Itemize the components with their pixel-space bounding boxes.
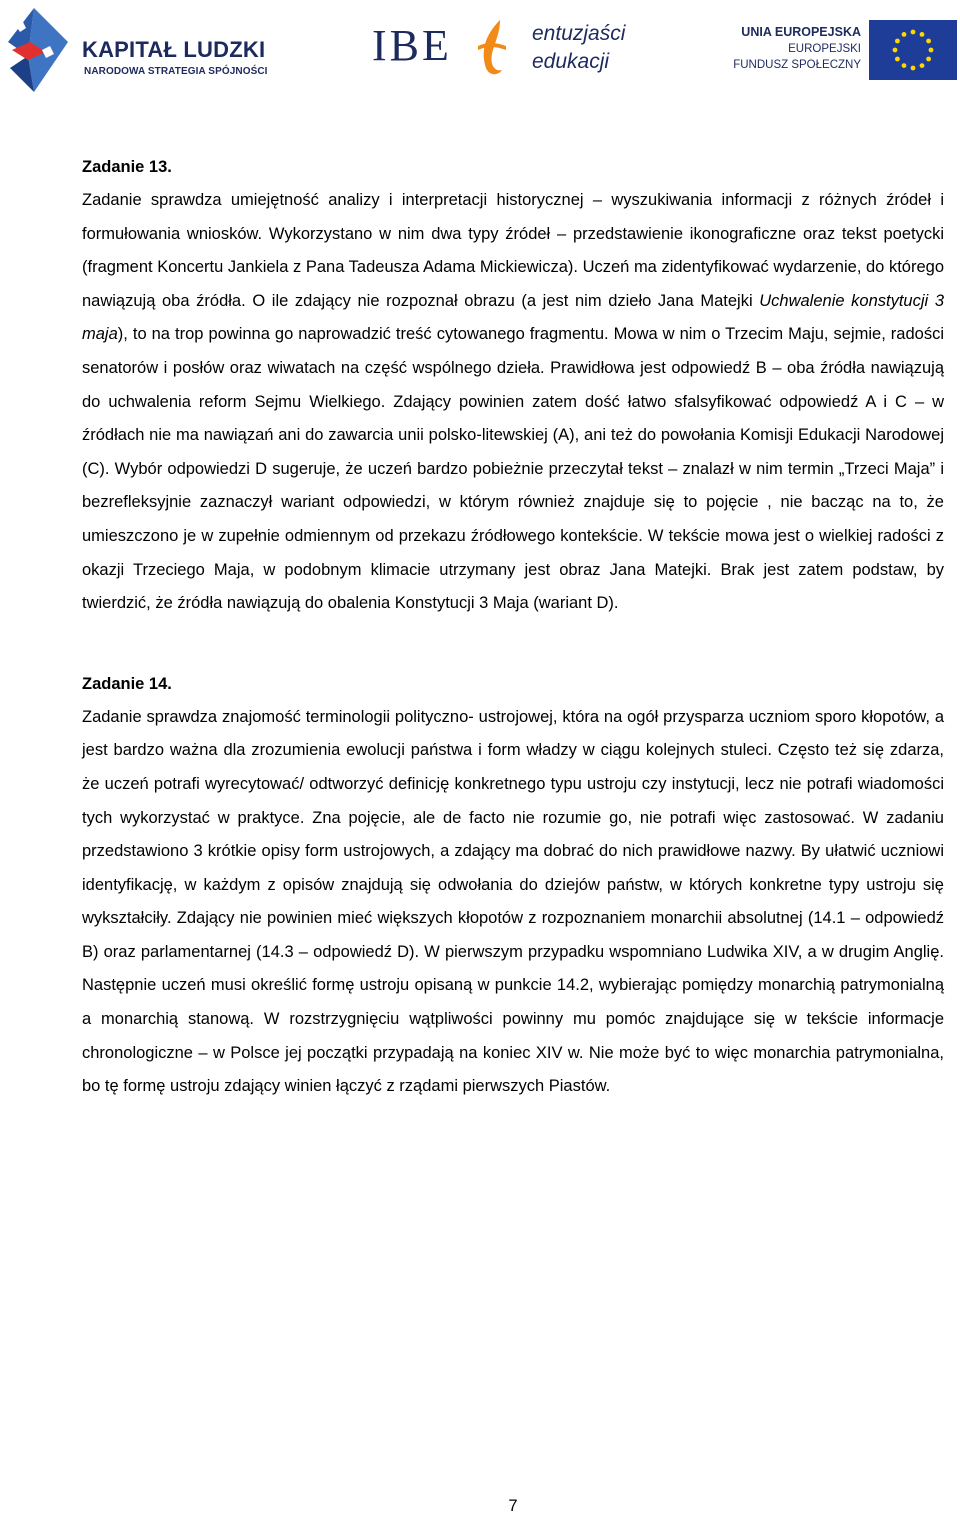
painting-title: Uchwalenie konstytucji 3 maja [82, 291, 944, 344]
task-13-text-start: Zadanie sprawdza umiejętność analizy i interpretacji historycznej – wyszukiwania informacji z różnych źródeł i formułowania wniosków. Wykorzystano w nim dwa typy źródeł – przedstawienie ikonograficzne oraz tekst poetycki (fragment Koncertu Jankiela z Pana Tadeusza Adama Mickiewicza). Uczeń ma zidentyfikować wydarzenie, do którego nawiązują oba źródła. O ile zdający nie rozpoznał obrazu (a jest nim dzieło Jana Matejki [82, 191, 944, 310]
page-header [0, 0, 960, 100]
page-content [82, 150, 944, 1104]
eu-flag-icon [869, 20, 957, 80]
ibe-flame-icon [472, 16, 512, 78]
eu-fund-line2: FUNDUSZ SPOŁECZNY [733, 59, 861, 71]
page-number: 7 [508, 1497, 518, 1515]
kapital-ludzki-title: KAPITAŁ LUDZKI [82, 37, 266, 62]
eu-logo [735, 10, 957, 88]
eu-fund-line1: EUROPEJSKI [788, 43, 861, 55]
kapital-ludzki-subtitle: NARODOWA STRATEGIA SPÓJNOŚCI [84, 66, 268, 77]
kapital-ludzki-star-icon [6, 6, 76, 94]
task-14-heading: Zadanie 14. [82, 674, 172, 693]
task-14-paragraph: Zadanie sprawdza znajomość terminologii polityczno- ustrojowej, która na ogół przysparza uczniom sporo kłopotów, a jest bardzo ważna dla zrozumienia ewolucji państwa i form władzy w ciągu kolejnych stuleci. Często też się zdarza, że uczeń potrafi wyrecytować/ odtworzyć definicję konkretnego typu ustroju czy instytucji, lecz nie potrafi wiadomości tych wykorzystać w praktyce. Zna pojęcie, ale de facto nie rozumie go, nie potrafi więc zastosować. W zadaniu przedstawiono 3 krótkie opisy form ustrojowych, a zdający ma dobrać do nich prawidłowe nazwy. By ułatwić uczniowi identyfikację, w każdym z opisów znajdują się odwołania do dziejów państw, w których konkretne typy ustroju się wykształciły. Zdający nie powinien mieć większych kłopotów z rozpoznaniem monarchii absolutnej (14.1 – odpowiedź B) oraz parlamentarnej (14.3 – odpowiedź D). W pierwszym przypadku wspomniano Ludwika XIV, a w drugim Anglię. Następnie uczeń musi określić formę ustroju opisaną w punkcie 14.2, wybierając pomiędzy monarchią patrymonialną a monarchią stanową. W rozstrzygnięciu wątpliwości powinny mu pomóc znajdujące się w tekście informacje chronologiczne – w Polsce jej początki przypadają na koniec XIV w. Nie może być to więc monarchia patrymonialna, bo tę formę ustroju zdający winien łączyć z rządami pierwszych Piastów. [82, 707, 944, 1096]
task-13-text-end: ), to na trop powinna go naprowadzić treść cytowanego fragmentu. Mowa w nim o Trzecim Maju, sejmie, radości senatorów i posłów oraz wiwatach na część wspólnego dzieła. Prawidłowa jest odpowiedź B – oba źródła nawiązują do uchwalenia reform Sejmu Wielkiego. Zdający powinien zatem dość łatwo sfalsyfikować odpowiedź A i C – w źródłach nie ma nawiązań ani do zawarcia unii polsko-litewskiej (A), ani też do powołania Komisji Edukacji Narodowej (C). Wybór odpowiedzi D sugeruje, że uczeń bardzo pobieżnie przeczytał tekst – znalazł w nim termin „Trzeci Maja” i bezrefleksyjnie zaznaczył wariant odpowiedzi, w którym również znajduje się to pojęcie , nie bacząc na to, że umieszczono je w zupełnie odmiennym od przekazu źródłowego kontekście. W tekście mowa jest o wielkiej radości z okazji Trzeciego Maja, w podobnym klimacie utrzymany jest obraz Jana Matejki. Brak jest zatem podstaw, by twierdzić, że źródła nawiązują do obalenia Konstytucji 3 Maja (wariant D). [82, 325, 944, 613]
eu-name: UNIA EUROPEJSKA [741, 25, 861, 39]
kapital-ludzki-logo [6, 6, 286, 94]
task-13-heading: Zadanie 13. [82, 158, 172, 176]
ibe-tagline-line2: edukacji [532, 50, 610, 73]
section-spacer [82, 621, 944, 667]
ibe-wordmark: IBE [372, 21, 452, 70]
task-13-paragraph [82, 184, 944, 621]
ibe-logo [372, 14, 642, 84]
ibe-tagline-line1: entuzjaści [532, 22, 626, 45]
